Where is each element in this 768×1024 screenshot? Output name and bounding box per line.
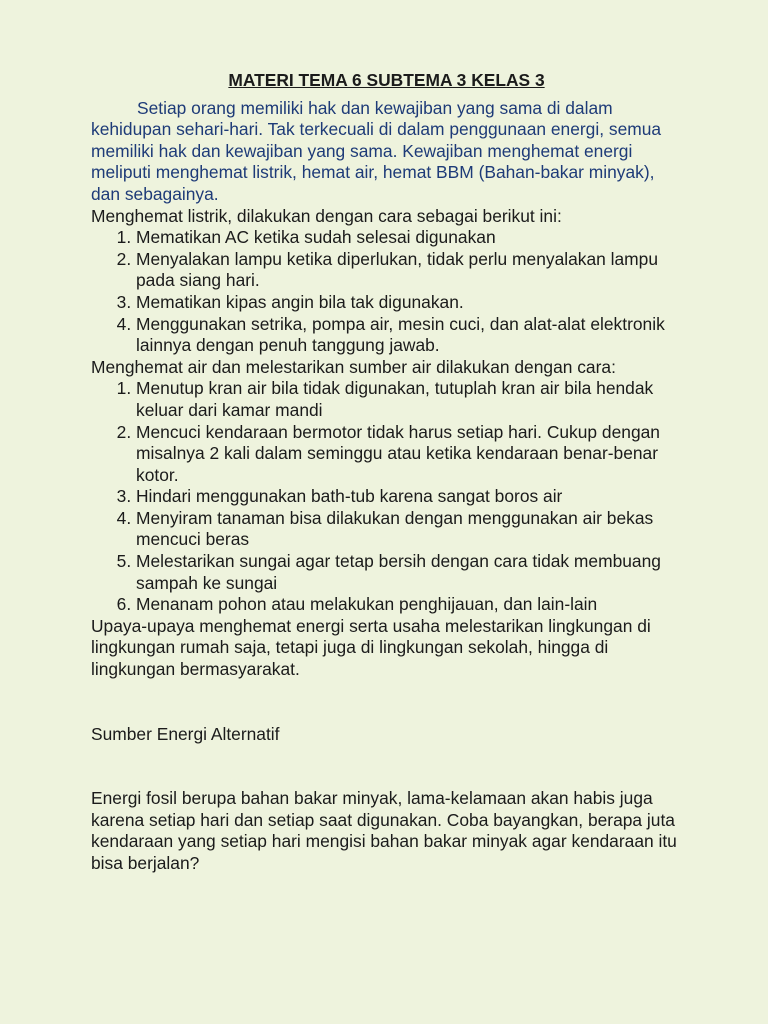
upaya-paragraph: Upaya-upaya menghemat energi serta usaha melestarikan lingkungan di lingkungan rumah saja, tetapi juga di lingkungan sekolah, hingga di lingkungan bermasyarakat. bbox=[91, 615, 651, 680]
list-item: 4. Menyiram tanaman bisa dilakukan dengan menggunakan air bekas mencuci beras bbox=[136, 508, 688, 551]
list-item: 2. Menyalakan lampu ketika diperlukan, tidak perlu menyalakan lampu pada siang hari. bbox=[136, 249, 688, 292]
list-item: 3. Hindari menggunakan bath-tub karena sangat boros air bbox=[136, 486, 688, 508]
spacer bbox=[91, 745, 688, 788]
intro-paragraph: Setiap orang memiliki hak dan kewajiban yang sama di dalam kehidupan sehari-hari. Tak terkecuali di dalam penggunaan energi, semua memiliki hak dan kewajiban yang sama. Kewajiban menghemat energi meliputi menghemat listrik, hemat air, hemat BBM (Bahan-bakar minyak), dan sebagainya. bbox=[91, 97, 662, 204]
listrik-list bbox=[91, 227, 688, 357]
list-item: 4. Menggunakan setrika, pompa air, mesin cuci, dan alat-alat elektronik lainnya dengan penuh tanggung jawab. bbox=[136, 314, 688, 357]
air-list bbox=[91, 378, 688, 616]
list-item: 2. Mencuci kendaraan bermotor tidak harus setiap hari. Cukup dengan misalnya 2 kali dalam seminggu atau ketika kendaraan benar-benar kotor. bbox=[136, 422, 688, 487]
list-item: 3. Mematikan kipas angin bila tak digunakan. bbox=[136, 292, 688, 314]
document-title: MATERI TEMA 6 SUBTEMA 3 KELAS 3 bbox=[228, 70, 545, 90]
list-item: 1. Menutup kran air bila tidak digunakan, tutuplah kran air bila hendak keluar dari kamar mandi bbox=[136, 378, 688, 421]
list-item: 5. Melestarikan sungai agar tetap bersih dengan cara tidak membuang sampah ke sungai bbox=[136, 551, 688, 594]
list-item: 6. Menanam pohon atau melakukan penghijauan, dan lain-lain bbox=[136, 594, 688, 616]
fosil-paragraph: Energi fosil berupa bahan bakar minyak, lama-kelamaan akan habis juga karena setiap hari dan setiap saat digunakan. Coba bayangkan, berapa juta kendaraan yang setiap hari mengisi bahan bakar minyak agar kendaraan itu bisa berjalan? bbox=[91, 788, 677, 873]
air-heading: Menghemat air dan melestarikan sumber air dilakukan dengan cara: bbox=[91, 356, 616, 377]
spacer bbox=[91, 681, 688, 724]
list-item: 1. Mematikan AC ketika sudah selesai digunakan bbox=[136, 227, 688, 249]
section-heading: Sumber Energi Alternatif bbox=[91, 723, 280, 744]
listrik-heading: Menghemat listrik, dilakukan dengan cara sebagai berikut ini: bbox=[91, 205, 562, 226]
